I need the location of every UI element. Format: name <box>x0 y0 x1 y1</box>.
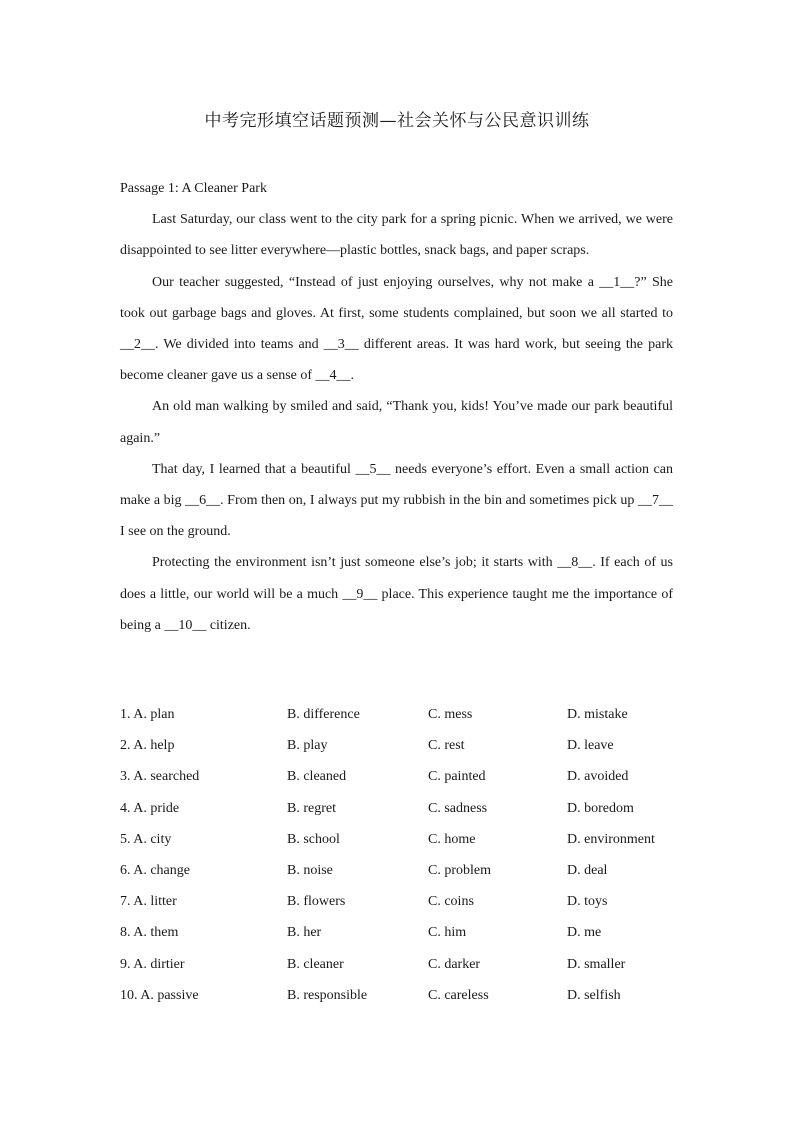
option-d: D. leave <box>567 738 614 754</box>
question-row <box>120 985 680 1016</box>
question-row <box>120 954 680 985</box>
option-c: C. careless <box>428 987 489 1003</box>
question-row <box>120 922 680 953</box>
option-d: D. smaller <box>567 956 626 972</box>
question-row <box>120 798 680 829</box>
option-a: 5. A. city <box>120 831 172 847</box>
passage-paragraph: Last Saturday, our class went to the city park for a spring picnic. When we arrived, we were disappointed to see litter everywhere—plastic bottles, snack bags, and paper scraps. <box>120 212 673 259</box>
option-c: C. home <box>428 831 476 847</box>
option-b: B. regret <box>287 800 336 816</box>
question-row <box>120 704 680 735</box>
option-c: C. darker <box>428 956 481 972</box>
option-c: C. problem <box>428 862 491 878</box>
option-b: B. flowers <box>287 894 346 910</box>
option-b: B. cleaned <box>287 769 347 785</box>
passage-paragraph: Protecting the environment isn’t just someone else’s job; it starts with __8__. If each of us does a little, our world will be a much __9__ place. This experience taught me the importance of being a __10__ citizen. <box>120 555 673 633</box>
option-b: B. responsible <box>287 987 368 1003</box>
option-c: C. rest <box>428 738 465 754</box>
option-b: B. cleaner <box>287 956 344 972</box>
question-row <box>120 891 680 922</box>
option-c: C. painted <box>428 769 486 785</box>
option-b: B. play <box>287 738 328 754</box>
passage-paragraph: Our teacher suggested, “Instead of just enjoying ourselves, why not make a __1__?” She took out garbage bags and gloves. At first, some students complained, but soon we all started to __2__. We divided into teams and __3__ different areas. It was hard work, but seeing the park become cleaner gave us a sense of __4__. <box>120 274 673 384</box>
option-b: B. difference <box>287 707 360 722</box>
option-a: 3. A. searched <box>120 769 200 785</box>
option-d: D. me <box>567 925 602 941</box>
option-a: 10. A. passive <box>120 987 199 1003</box>
option-c: C. coins <box>428 894 474 910</box>
passage-paragraph: An old man walking by smiled and said, “Thank you, kids! You’ve made our park beautiful again.” <box>120 399 673 446</box>
question-row <box>120 829 680 860</box>
option-d: D. mistake <box>567 707 628 722</box>
question-row <box>120 860 680 891</box>
option-d: D. selfish <box>567 987 621 1003</box>
option-a: 9. A. dirtier <box>120 956 185 972</box>
passage-paragraph: That day, I learned that a beautiful __5__ needs everyone’s effort. Even a small action can make a big __6__. From then on, I always put my rubbish in the bin and sometimes pick up __7__ I see on the ground. <box>120 461 673 540</box>
option-c: C. him <box>428 925 467 941</box>
passage-heading: Passage 1: A Cleaner Park <box>120 181 267 196</box>
option-a: 7. A. litter <box>120 894 177 910</box>
option-b: B. her <box>287 925 322 941</box>
option-a: 2. A. help <box>120 738 175 754</box>
answer-options <box>120 704 680 1016</box>
option-c: C. sadness <box>428 800 488 816</box>
option-a: 4. A. pride <box>120 800 180 816</box>
question-row <box>120 735 680 766</box>
question-row <box>120 766 680 797</box>
option-d: D. environment <box>567 831 655 847</box>
option-d: D. boredom <box>567 800 634 816</box>
page-title: 中考完形填空话题预测—社会关怀与公民意识训练 <box>204 111 590 131</box>
option-b: B. noise <box>287 862 333 878</box>
option-c: C. mess <box>428 707 473 722</box>
option-a: 6. A. change <box>120 862 190 878</box>
option-d: D. toys <box>567 894 608 910</box>
option-d: D. deal <box>567 862 608 878</box>
option-d: D. avoided <box>567 769 629 785</box>
option-b: B. school <box>287 831 340 847</box>
option-a: 1. A. plan <box>120 707 175 722</box>
option-a: 8. A. them <box>120 925 179 941</box>
passage <box>120 173 673 641</box>
